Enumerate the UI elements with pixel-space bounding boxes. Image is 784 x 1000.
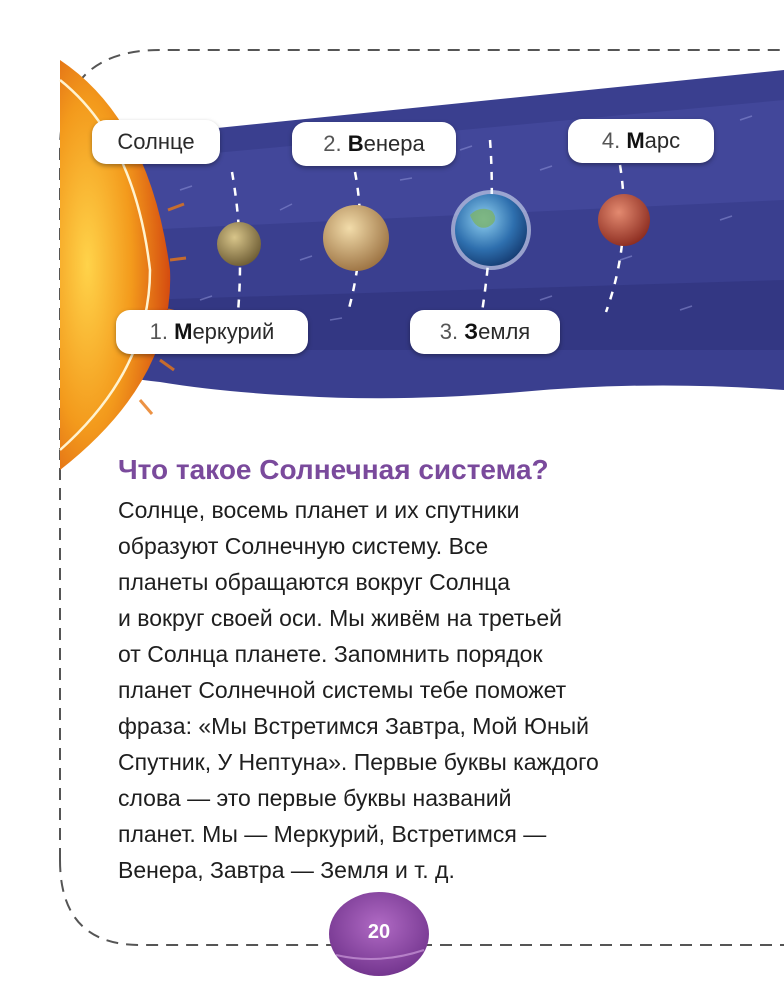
body-line: Спутник, У Нептуна». Первые буквы каждого [118, 749, 599, 775]
mercury-label-rest: еркурий [192, 319, 275, 344]
earth-label [410, 310, 560, 354]
mars-planet [598, 194, 650, 246]
earth-label-number: 3. [439, 319, 459, 344]
venus-label-first-letter: В [347, 131, 364, 156]
mercury-label [116, 310, 308, 354]
mars-label-number: 4. [601, 128, 621, 153]
article-body [118, 492, 738, 888]
earth-planet [451, 190, 531, 270]
body-line: Венера, Завтра — Земля и т. д. [118, 857, 455, 883]
sun-label [92, 120, 220, 164]
body-line: планет. Мы — Меркурий, Встретимся — [118, 821, 547, 847]
mercury-label-first-letter: М [174, 319, 193, 344]
body-line: образуют Солнечную систему. Все [118, 533, 489, 559]
body-line: Солнце, восемь планет и их спутники [118, 497, 520, 523]
sun-label-text: Солнце [117, 129, 195, 154]
mars-label-rest: арс [644, 128, 681, 153]
body-line: и вокруг своей оси. Мы живём на третьей [118, 605, 562, 631]
mars-label-first-letter: М [626, 128, 645, 153]
mercury-planet [217, 222, 261, 266]
body-line: фраза: «Мы Встретимся Завтра, Мой Юный [118, 713, 590, 739]
mars-label [568, 119, 714, 163]
body-line: от Солнца планете. Запомнить порядок [118, 641, 543, 667]
venus-planet [323, 205, 389, 271]
venus-label-number: 2. [323, 131, 342, 156]
venus-label-rest: енера [363, 131, 425, 156]
earth-label-rest: емля [478, 319, 531, 344]
earth-label-first-letter: З [464, 319, 479, 344]
body-line: планеты обращаются вокруг Солнца [118, 569, 511, 595]
venus-label [292, 122, 456, 166]
article-heading: Что такое Солнечная система? [118, 454, 549, 485]
body-line: планет Солнечной системы тебе поможет [118, 677, 567, 703]
mercury-label-number: 1. [149, 319, 168, 344]
page-number: 20 [367, 920, 391, 943]
body-line: слова — это первые буквы названий [118, 785, 512, 811]
